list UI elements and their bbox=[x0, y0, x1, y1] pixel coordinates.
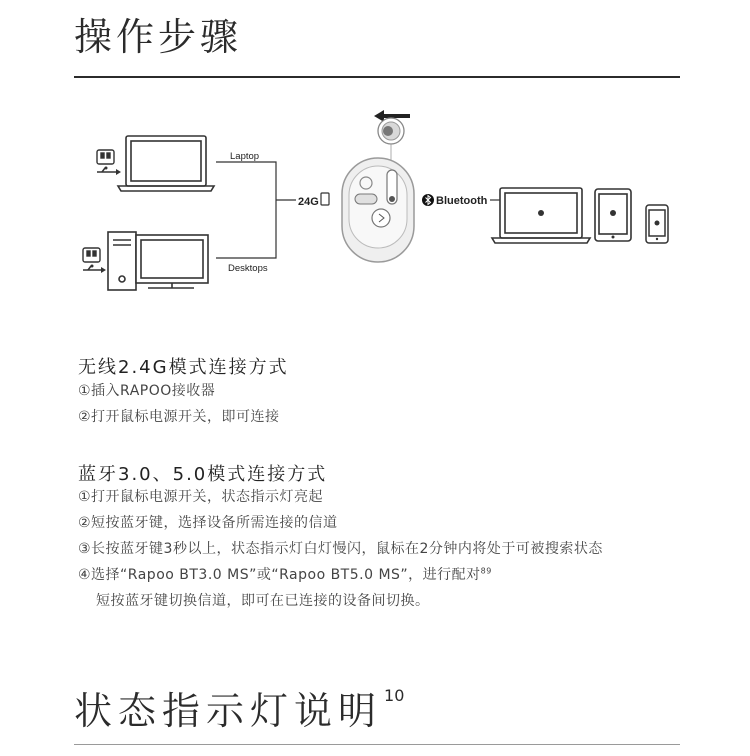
step-bt-1: ①打开鼠标电源开关，状态指示灯亮起 bbox=[78, 489, 324, 505]
step-24g-2: ②打开鼠标电源开关，即可连接 bbox=[78, 409, 280, 425]
title-divider bbox=[74, 76, 680, 78]
usb-symbol-icon bbox=[97, 167, 121, 176]
usb-receiver-icon bbox=[83, 248, 100, 262]
bluetooth-label: Bluetooth bbox=[436, 195, 488, 207]
footnote-ref: 89 bbox=[480, 566, 492, 576]
step-bt-2: ②短按蓝牙键，选择设备所需连接的信道 bbox=[78, 515, 338, 531]
section-heading-bluetooth: 蓝牙3.0、5.0模式连接方式 bbox=[78, 464, 328, 485]
mini-receiver-icon bbox=[321, 193, 329, 205]
desktop-computer-icon bbox=[108, 232, 208, 290]
footnote-ref: 10 bbox=[384, 686, 405, 705]
section-heading-24g: 无线2.4G模式连接方式 bbox=[78, 357, 289, 378]
page-title: 操作步骤 bbox=[74, 15, 243, 59]
step-bt-4-text: ④选择“Rapoo BT3.0 MS”或“Rapoo BT5.0 MS”，进行配对 bbox=[78, 567, 481, 583]
connection-lines bbox=[216, 162, 296, 258]
status-indicator-title bbox=[74, 680, 404, 735]
usb-receiver-icon bbox=[97, 150, 114, 164]
status-indicator-title-text: 状态指示灯说明 bbox=[74, 689, 383, 733]
desktops-label: Desktops bbox=[228, 263, 268, 274]
bluetooth-laptop-icon bbox=[492, 188, 590, 243]
receiver-24g-label: 24G bbox=[298, 196, 319, 208]
power-switch-icon bbox=[378, 118, 404, 144]
step-bt-3: ③长按蓝牙键3秒以上，状态指示灯白灯慢闪，鼠标在2分钟内将处于可被搜索状态 bbox=[78, 541, 603, 557]
bluetooth-icon bbox=[422, 194, 434, 206]
mouse-underside-icon bbox=[342, 158, 414, 262]
tablet-icon bbox=[595, 189, 631, 241]
phone-icon bbox=[646, 205, 668, 243]
bottom-divider bbox=[74, 744, 680, 745]
laptop-label: Laptop bbox=[230, 151, 260, 162]
laptop-icon bbox=[118, 136, 214, 191]
step-24g-1: ①插入RAPOO接收器 bbox=[78, 383, 216, 399]
connection-diagram bbox=[0, 95, 750, 305]
step-bt-4 bbox=[78, 564, 492, 584]
step-bt-4-continued: 短按蓝牙键切换信道，即可在已连接的设备间切换。 bbox=[96, 593, 430, 609]
usb-symbol-icon bbox=[83, 265, 106, 274]
